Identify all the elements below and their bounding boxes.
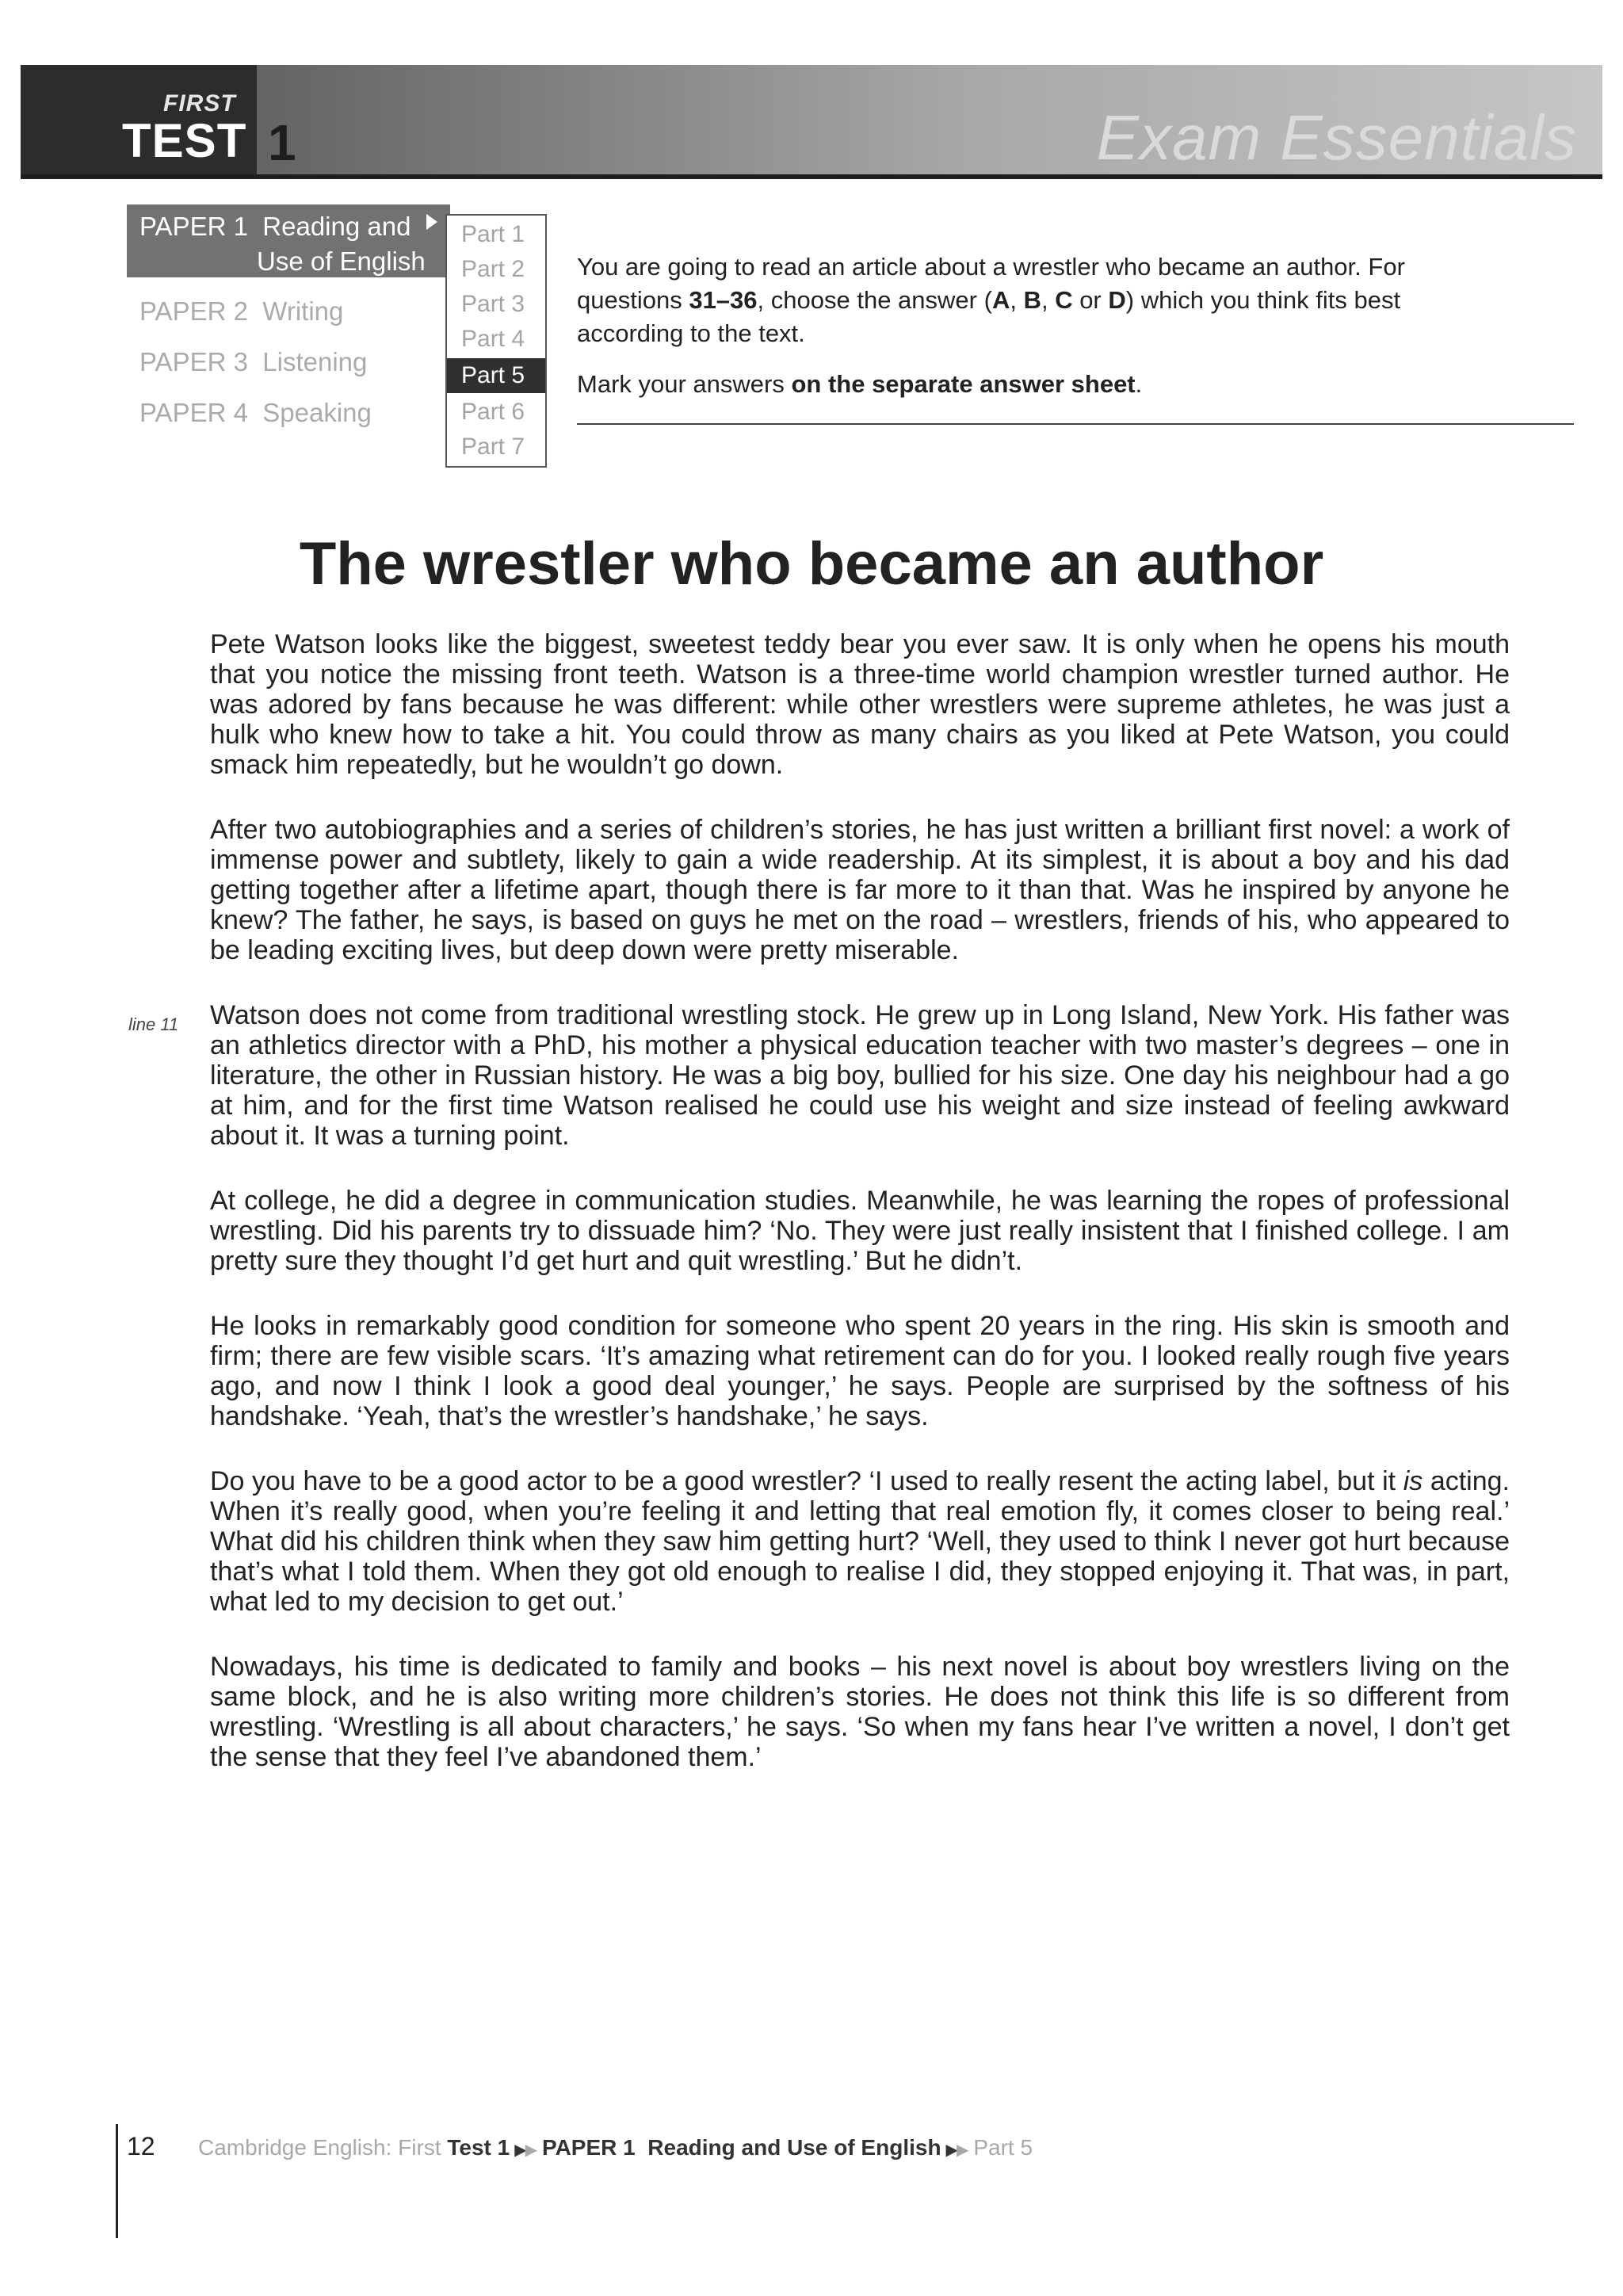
first-label: FIRST <box>163 90 236 117</box>
footer-paper: PAPER 1 Reading and Use of English <box>541 2135 941 2160</box>
article-paragraph-4: At college, he did a degree in communication studies. Meanwhile, he was learning the ropes of professional wrestling. Did his parents try to dissuade him? ‘No. They were just really insistent that I finished college. I am pretty sure they thought I’d get hurt and quit wrestling.’ But he didn’t. <box>210 1186 1510 1276</box>
article-title: The wrestler who became an author <box>299 530 1324 598</box>
test-label: TEST <box>122 114 247 167</box>
instructions-divider <box>577 423 1574 425</box>
footer-rule <box>116 2124 118 2238</box>
footer-part: Part 5 <box>973 2135 1033 2160</box>
part-2-item: Part 2 <box>461 256 525 282</box>
part-4-item: Part 4 <box>461 326 525 352</box>
paper-1-label <box>139 209 426 279</box>
part-3-item: Part 3 <box>461 291 525 317</box>
option-c: C <box>1055 286 1073 314</box>
option-b: B <box>1023 286 1041 314</box>
instr-text: ) which you think fits best according to the text. <box>577 286 1401 347</box>
footer-breadcrumb <box>198 2135 1033 2160</box>
instructions-paragraph-1 <box>577 250 1504 350</box>
part-5-item-active: Part 5 <box>447 358 545 393</box>
article-paragraph-3: Watson does not come from traditional wrestling stock. He grew up in Long Island, New York. His father was an athletics director with a PhD, his mother a physical education teacher with two master’s degrees – one in literature, the other in Russian history. He was a big boy, bullied for his size. One day his neighbour had a go at him, and for the first time Watson realised he could use his weight and size instead of feeling awkward about it. It was a turning point. <box>210 1000 1510 1151</box>
instr-text: . <box>1135 370 1143 398</box>
part-6-item: Part 6 <box>461 399 525 425</box>
line-11-marker: line 11 <box>128 1014 179 1034</box>
p6-emphasis: is <box>1403 1466 1423 1496</box>
section-title: Exam Essentials <box>1096 102 1577 173</box>
test-number: 1 <box>268 114 296 171</box>
part-7-item: Part 7 <box>461 434 525 460</box>
article-paragraph-5: He looks in remarkably good condition for someone who spent 20 years in the ring. His skin is smooth and firm; there are few visible scars. ‘It’s amazing what retirement can do for you. I looked really rough five years ago, and now I think I look a good deal younger,’ he says. People are surprised by the softness of his handshake. ‘Yeah, that’s the wrestler’s handshake,’ he says. <box>210 1311 1510 1431</box>
paper-arrow-icon <box>426 214 437 230</box>
instructions-paragraph-2 <box>577 368 1504 401</box>
paper-2-label: PAPER 2 Writing <box>139 296 344 326</box>
instr-text: or <box>1072 286 1109 314</box>
instr-text: , <box>1010 286 1024 314</box>
paper-1-label-line1: PAPER 1 Reading and <box>139 212 411 241</box>
footer-arrow-icon: ▶▶ <box>514 2141 536 2159</box>
answer-sheet-note: on the separate answer sheet <box>791 370 1136 398</box>
question-range: 31–36 <box>689 286 758 314</box>
p6-text: Do you have to be a good actor to be a good wrestler? ‘I used to really resent the acting label, but it <box>210 1466 1403 1496</box>
task-instructions <box>577 250 1504 418</box>
page-number: 12 <box>127 2132 155 2160</box>
footer-test: Test 1 <box>447 2135 510 2160</box>
article-paragraph-7: Nowadays, his time is dedicated to family and books – his next novel is about boy wrestlers living on the same block, and he is also writing more children’s stories. He does not think this life is so different from wrestling. ‘Wrestling is all about characters,’ he says. ‘So when my fans hear I’ve written a novel, I don’t get the sense that they feel I’ve abandoned them.’ <box>210 1652 1510 1772</box>
footer-arrow-icon: ▶▶ <box>945 2141 968 2159</box>
p6-text: acting. When it’s really good, when you’re feeling it and letting that real emotion fly, it comes closer to being real.’ What did his children think when they saw him getting hurt? ‘Well, they used to think I never got hurt because that’s what I told them. When they got old enough to realise I did, they stopped enjoying it. That was, in part, what led to my decision to get out.’ <box>210 1466 1510 1617</box>
paper-3-label: PAPER 3 Listening <box>139 347 368 376</box>
paper-1-label-line2: Use of English <box>257 246 426 276</box>
article-paragraph-6 <box>210 1466 1510 1617</box>
article-paragraph-1: Pete Watson looks like the biggest, sweetest teddy bear you ever saw. It is only when he opens his mouth that you notice the missing front teeth. Watson is a three-time world champion wrestler turned author. He was adored by fans because he was different: while other wrestlers were supreme athletes, he was just a hulk who knew how to take a hit. You could throw as many chairs as you liked at Pete Watson, you could smack him repeatedly, but he wouldn’t go down. <box>210 629 1510 780</box>
article-paragraph-2: After two autobiographies and a series of children’s stories, he has just written a brilliant first novel: a work of immense power and subtlety, likely to gain a wide readership. At its simplest, it is about a boy and his dad getting together after a lifetime apart, though there is far more to it than that. Was he inspired by anyone he knew? The father, he says, is based on guys he met on the road – wrestlers, friends of his, who appeared to be leading exciting lives, but deep down were pretty miserable. <box>210 815 1510 965</box>
instr-text: , choose the answer ( <box>757 286 992 314</box>
option-a: A <box>991 286 1010 314</box>
footer-book: Cambridge English: First <box>198 2135 448 2160</box>
option-d: D <box>1108 286 1126 314</box>
instr-text: Mark your answers <box>577 370 792 398</box>
part-1-item: Part 1 <box>461 221 525 247</box>
article-body <box>210 629 1510 1807</box>
instr-text: , <box>1041 286 1056 314</box>
paper-4-label: PAPER 4 Speaking <box>139 398 372 427</box>
instr-text: You are going to read an article about a wrestler who became an author. For questions <box>577 253 1405 314</box>
